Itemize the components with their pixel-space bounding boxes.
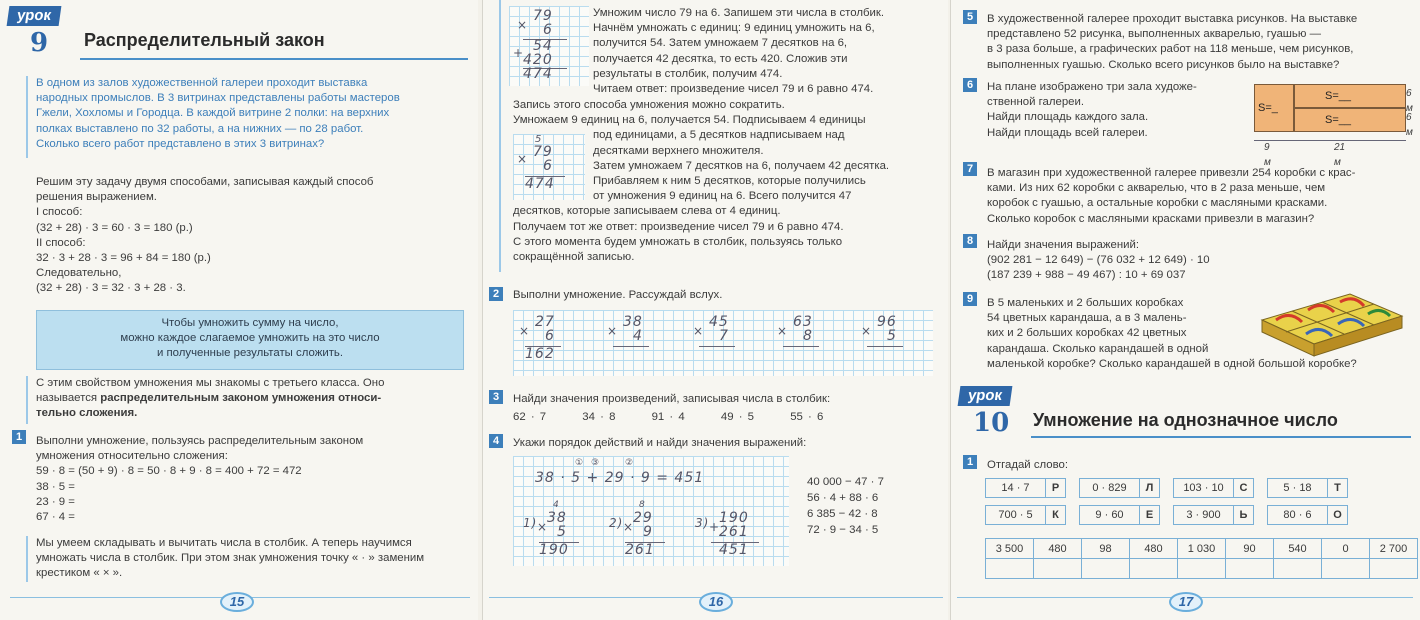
page-number: 15 bbox=[220, 592, 254, 612]
short-form-text: Запись этого способа умножения можно сократить. Умножаем 9 единиц на 6, получается 54. Подписываем 4 единицы под единицами, а 5 десятков надписываем над десятками верхнего множителя. Затем умножаем 7 десятков на 6, получаем 42 десятка. Прибавляем к ним 5 десятков, которые получились от умножения 9 единиц на 6. Всего получится 47 десятков, которые записываем слева от 4 единиц. Получаем тот же ответ: произведение чисел 79 и 6 равно 474. С этого момента будем умножать в столбик, пользуясь только сокращённой записью. bbox=[513, 99, 890, 264]
exercise-8-text: Найди значения выражений: (902 281 − 12 649) − (76 032 + 12 649) · 10 (187 239 + 988 − 49 467) : 10 + 69 037 bbox=[987, 239, 1210, 282]
lesson-number: 10 bbox=[973, 408, 1010, 438]
exercise-5-text: В художественной галерее проходит выставка рисунков. На выставке представлено 52 рисунка, выполненных акварелью, гуашью — в 3 раза больше, а графических работ на 118 меньше, чем рисунков, выполненных гуашью. Сколько всего рисунков было на выставке? bbox=[987, 13, 1358, 71]
solution-text: Решим эту задачу двумя способами, записывая каждый способ решения выражением. I способ: (32 + 28) · 3 = 60 · 3 = 180 (р.) II способ: 32 · 3 + 28 · 3 = 96 + 84 = 180 (р.) Следовательно, (32 + 28) · 3 = 32 · 3 + 28 · 3. bbox=[36, 176, 374, 295]
pencil-box-illustration bbox=[1256, 290, 1406, 358]
column-long-form: 79 × 6 54 + 420 474 bbox=[509, 6, 589, 86]
column-short-form: 5 79 × 6 474 bbox=[513, 134, 585, 200]
exercise-9-number: 9 bbox=[963, 292, 977, 306]
exercise-3-number: 3 bbox=[489, 390, 503, 404]
room-left: S=_ bbox=[1254, 84, 1294, 132]
exercise-3-items: 62 · 7 34 · 8 91 · 4 49 · 5 55 · 6 bbox=[513, 411, 824, 423]
exercise-10-1-number: 1 bbox=[963, 455, 977, 469]
pencil-box-icon bbox=[1256, 290, 1406, 358]
room-top: S=__ bbox=[1294, 84, 1406, 108]
exercise-7-text: В магазин при художественной галерее привезли 254 коробки с крас- ками. Из них 62 коробки с акварелью, что в 2 раза меньше, чем коробок с гуашью, а остальные коробки с масляными красками. Сколько коробок с масляными красками привезли в магазин? bbox=[987, 167, 1356, 225]
lesson-badge: урок bbox=[7, 6, 62, 26]
exercise-5-number: 5 bbox=[963, 10, 977, 24]
exercise-4-handwriting: 38 · 5 + 29 · 9 = 451 bbox=[535, 470, 705, 486]
intro-text: В одном из залов художественной галереи проходит выставка народных промыслов. В 3 витринах представлены работы мастеров Гжели, Хохломы и Городца. В каждой витрине 2 полки: на верхних полках выставлено по 32 работы, а на нижних — по 28 работ. Сколько всего работ представлено в этих 3 витринах? bbox=[36, 77, 400, 150]
exercise-2-title: Выполни умножение. Рассуждай вслух. bbox=[513, 289, 723, 301]
page-number: 16 bbox=[699, 592, 733, 612]
exercise-7-number: 7 bbox=[963, 162, 977, 176]
exercise-6-text: На плане изображено три зала художе- ственной галереи. Найди площадь каждого зала. Найди площадь всей галереи. bbox=[987, 81, 1197, 139]
exercise-2-grid: 27 × 6 162 38 × 4 45 × 7 63 × 8 96 × 5 bbox=[513, 310, 933, 376]
exercise-10-1-title: Отгадай слово: bbox=[987, 459, 1069, 471]
lesson-number: 9 bbox=[30, 28, 49, 58]
width-right-label: 21 м bbox=[1334, 142, 1346, 169]
intro-bar bbox=[26, 76, 28, 158]
answer-table: 3 500 480 98 480 1 030 90 540 0 2 700 bbox=[985, 538, 1418, 579]
exercise-2-number: 2 bbox=[489, 287, 503, 301]
exercise-8-number: 8 bbox=[963, 234, 977, 248]
exercise-1-number: 1 bbox=[12, 430, 26, 444]
known-text: С этим свойством умножения мы знакомы с третьего класса. Оно называется распределительным законом умножения относи- тельно сложения. bbox=[36, 377, 385, 420]
exercise-4-number: 4 bbox=[489, 434, 503, 448]
exercise-1-text: Выполни умножение, пользуясь распределительным законом умножения относительно сложения: 59 · 8 = (50 + 9) · 8 = 50 · 8 + 9 · 8 = 400 + 72 = 472 38 · 5 = 23 · 9 = 67 · 4 = bbox=[36, 435, 364, 524]
width-left-label: 9 м bbox=[1264, 142, 1271, 169]
explain-text: Умножим число 79 на 6. Запишем эти числа в столбик. Начнём умножать с единиц: 9 единиц умножить на 6, получится 54. Затем умножаем 7 десятков на 6, получается 42 десятка, то есть 420. Сложив эти результаты в столбик, получим 474. Читаем ответ: произведение чисел 79 и 6 равно 474. bbox=[593, 7, 885, 96]
height-bottom-label: 6 м bbox=[1406, 112, 1413, 139]
exercise-4-list: 40 000 − 47 · 7 56 · 4 + 88 · 6 6 385 − 42 · 8 72 · 9 − 34 · 5 bbox=[807, 476, 884, 536]
exercise-3-title: Найди значения произведений, записывая числа в столбик: bbox=[513, 393, 831, 405]
exercise-6-number: 6 bbox=[963, 78, 977, 92]
lesson-badge: урок bbox=[958, 386, 1013, 406]
page-16 bbox=[482, 0, 948, 620]
title-underline bbox=[80, 58, 468, 60]
exercise-4-title: Укажи порядок действий и найди значения выражений: bbox=[513, 437, 807, 449]
outro-bar bbox=[26, 536, 28, 582]
lesson-title: Умножение на однозначное число bbox=[1033, 410, 1338, 430]
page-15 bbox=[0, 0, 478, 620]
lesson-title: Распределительный закон bbox=[84, 30, 325, 50]
rule-box: Чтобы умножить сумму на число, можно каждое слагаемое умножить на это число и полученные результаты сложить. bbox=[36, 310, 464, 370]
title-underline bbox=[1031, 436, 1411, 438]
page-number: 17 bbox=[1169, 592, 1203, 612]
explain-bar bbox=[499, 0, 501, 272]
outro-text: Мы умеем складывать и вычитать числа в столбик. А теперь научимся умножать числа в столбик. При этом знак умножения точку « · » заменим крестиком « × ». bbox=[36, 537, 425, 580]
exercise-9-text: В 5 маленьких и 2 больших коробках 54 цветных карандаша, а в 3 малень- ких и 2 больших коробках 42 цветных карандаша. Сколько карандашей в одной маленькой коробке? Сколько карандашей в одной большой коробке? bbox=[987, 297, 1357, 370]
height-top-label: 6 м bbox=[1406, 88, 1413, 115]
exercise-4-grid: ① ③ ② 38 · 5 + 29 · 9 = 451 1) 4 38 × 5 190 2) 8 29 × 9 261 3) 190 + 261 451 bbox=[513, 456, 789, 566]
letter-code-table: 14 · 7 Р 0 · 829 Л 103 · 10 С 5 · 18 Т 700 · 5 К 9 · 60 Е 3 · 900 Ь 80 · 6 О bbox=[985, 478, 1348, 525]
room-bottom: S=__ bbox=[1294, 108, 1406, 132]
known-bar bbox=[26, 376, 28, 424]
